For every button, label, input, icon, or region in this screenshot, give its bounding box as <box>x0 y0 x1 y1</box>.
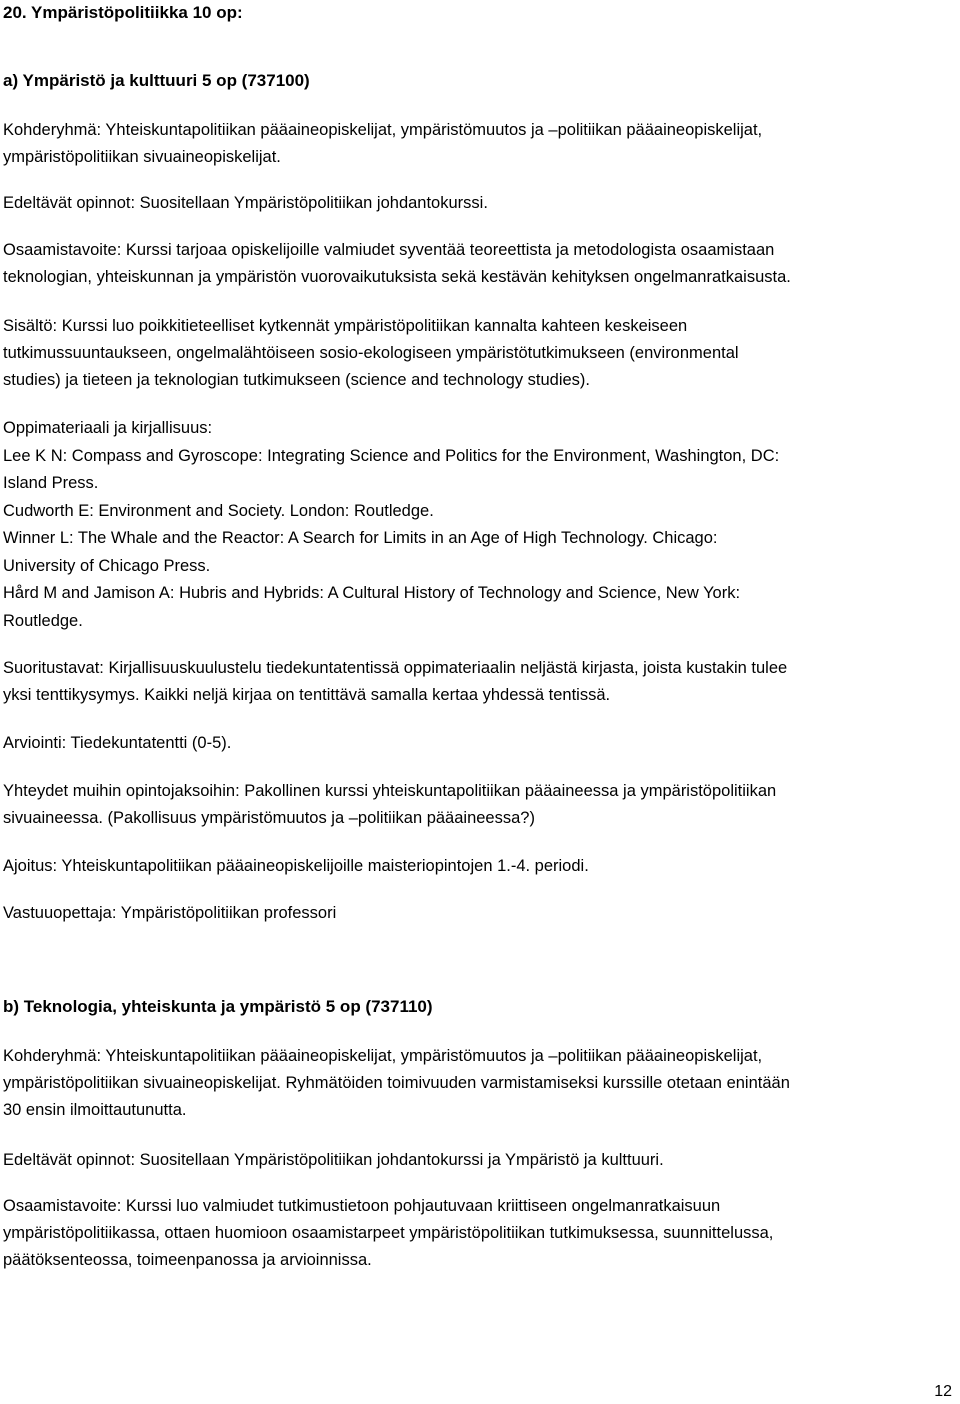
section-b-kohderyhma-line-3: 30 ensin ilmoittautunutta. <box>3 1101 187 1119</box>
book-line: Island Press. <box>3 474 99 492</box>
section-a-oppimateriaali-label: Oppimateriaali ja kirjallisuus: <box>3 419 213 437</box>
section-b-title: b) Teknologia, yhteiskunta ja ympäristö 5 op (737110) <box>3 997 433 1016</box>
section-a-osaamistavoite-line-1: Osaamistavoite: Kurssi tarjoaa opiskelijoille valmiudet syventää teoreettista ja metodologista osaamistaan <box>3 241 775 259</box>
book-line: Winner L: The Whale and the Reactor: A Search for Limits in an Age of High Technology. Chicago: <box>3 529 718 547</box>
page-number: 12 <box>934 1383 952 1400</box>
section-b-edeltavat: Edeltävät opinnot: Suositellaan Ympäristöpolitiikan johdantokurssi ja Ympäristö ja kulttuuri. <box>3 1151 664 1169</box>
section-b-kohderyhma-line-2: ympäristöpolitiikan sivuaineopiskelijat. Ryhmätöiden toimivuuden varmistamiseksi kurssille otetaan enintään <box>3 1074 790 1092</box>
section-b-osaamistavoite-line-3: päätöksenteossa, toimeenpanossa ja arvioinnissa. <box>3 1251 372 1269</box>
section-a-title: a) Ympäristö ja kulttuuri 5 op (737100) <box>3 71 310 90</box>
section-a-yhteydet-line-2: sivuaineessa. (Pakollisuus ympäristömuutos ja –politiikan pääaineessa?) <box>3 809 535 827</box>
section-a-yhteydet-line-1: Yhteydet muihin opintojaksoihin: Pakollinen kurssi yhteiskuntapolitiikan pääaineessa ja ympäristöpolitiikan <box>3 782 777 800</box>
book-line: Routledge. <box>3 612 83 630</box>
book-line: University of Chicago Press. <box>3 557 211 575</box>
section-b-osaamistavoite-line-1: Osaamistavoite: Kurssi luo valmiudet tutkimustietoon pohjautuvaan kriittiseen ongelmanratkaisuun <box>3 1197 721 1215</box>
section-b-osaamistavoite-line-2: ympäristöpolitiikassa, ottaen huomioon osaamistarpeet ympäristöpolitiikan tutkimuksessa, suunnittelussa, <box>3 1224 774 1242</box>
section-a-kohderyhma-line-1: Kohderyhmä: Yhteiskuntapolitiikan pääaineopiskelijat, ympäristömuutos ja –politiikan pääaineopiskelijat, <box>3 121 763 139</box>
book-line: Lee K N: Compass and Gyroscope: Integrating Science and Politics for the Environment, Washington, DC: <box>3 447 780 465</box>
section-a-sisalto-line-2: tutkimussuuntaukseen, ongelmalähtöiseen sosio-ekologiseen ympäristötutkimukseen (environmental <box>3 344 739 362</box>
section-a-suoritustavat-line-1: Suoritustavat: Kirjallisuuskuulustelu tiedekuntatentissä oppimateriaalin neljästä kirjasta, joista kustakin tulee <box>3 659 788 677</box>
book-line: Cudworth E: Environment and Society. London: Routledge. <box>3 502 434 520</box>
page-heading: 20. Ympäristöpolitiikka 10 op: <box>3 3 243 22</box>
section-a-suoritustavat-line-2: yksi tenttikysymys. Kaikki neljä kirjaa on tentittävä samalla kertaa yhdessä tentissä. <box>3 686 611 704</box>
section-a-sisalto-line-3: studies) ja tieteen ja teknologian tutkimukseen (science and technology studies). <box>3 371 591 389</box>
section-a-osaamistavoite-line-2: teknologian, yhteiskunnan ja ympäristön vuorovaikutuksista sekä kestävän kehityksen ongelmanratkaisusta. <box>3 268 791 286</box>
section-a-vastuuopettaja: Vastuuopettaja: Ympäristöpolitiikan professori <box>3 904 337 922</box>
section-b-kohderyhma-line-1: Kohderyhmä: Yhteiskuntapolitiikan pääaineopiskelijat, ympäristömuutos ja –politiikan pääaineopiskelijat, <box>3 1047 763 1065</box>
section-a-kohderyhma-line-2: ympäristöpolitiikan sivuaineopiskelijat. <box>3 148 281 166</box>
section-a-ajoitus: Ajoitus: Yhteiskuntapolitiikan pääaineopiskelijoille maisteriopintojen 1.-4. periodi. <box>3 857 589 875</box>
section-a-sisalto-line-1: Sisältö: Kurssi luo poikkitieteelliset kytkennät ympäristöpolitiikan kannalta kahteen keskeiseen <box>3 317 688 335</box>
section-a-edeltavat: Edeltävät opinnot: Suositellaan Ympäristöpolitiikan johdantokurssi. <box>3 194 488 212</box>
section-a-arviointi: Arviointi: Tiedekuntatentti (0-5). <box>3 734 232 752</box>
book-line: Hård M and Jamison A: Hubris and Hybrids: A Cultural History of Technology and Science, New York: <box>3 584 741 602</box>
